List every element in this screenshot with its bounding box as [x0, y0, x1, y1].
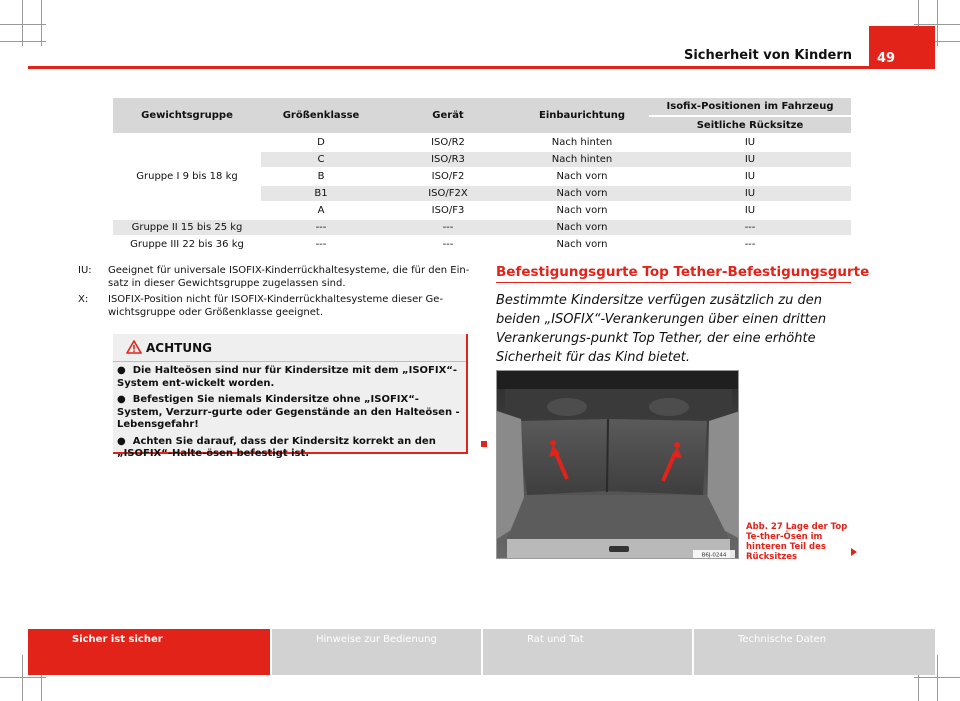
footnote-key: X: — [78, 294, 89, 305]
cell-device: ISO/R2 — [381, 134, 515, 151]
footnote-key: IU: — [78, 265, 92, 276]
cell-device: ISO/F2X — [381, 185, 515, 202]
warning-item-text: Befestigen Sie niemals Kindersitze ohne „ISOFIX“-System, Verzurr-gurte oder Gegenstände an den Halteösen - Lebensgefahr! — [117, 394, 460, 430]
group-cell: Gruppe II 15 bis 25 kg — [113, 219, 261, 236]
page-section-title: Sicherheit von Kindern — [683, 48, 852, 63]
cell-size: --- — [261, 219, 381, 236]
crop-mark — [22, 655, 23, 701]
crop-mark — [914, 677, 960, 678]
page-number: 49 — [877, 51, 896, 66]
group-cell: Gruppe I 9 bis 18 kg — [113, 134, 261, 219]
table-row — [113, 134, 851, 151]
cell-position: --- — [649, 236, 851, 253]
cell-direction: Nach vorn — [515, 236, 649, 253]
figure-code: B6J-0244 — [701, 552, 727, 559]
cell-size: B1 — [261, 185, 381, 202]
cell-position: IU — [649, 202, 851, 219]
footnote — [78, 264, 478, 290]
footer-tab-technische-daten[interactable]: Technische Daten — [694, 629, 935, 675]
end-of-section-mark — [481, 441, 487, 447]
cell-size: A — [261, 202, 381, 219]
crop-mark — [0, 677, 46, 678]
col-header-direction: Einbaurichtung — [515, 98, 649, 134]
table-row — [113, 236, 851, 253]
footer-tab-sicher-ist-sicher[interactable]: Sicher ist sicher — [28, 629, 270, 675]
cell-direction: Nach vorn — [515, 202, 649, 219]
cell-direction: Nach vorn — [515, 185, 649, 202]
crop-mark — [41, 0, 42, 46]
warning-box — [113, 334, 468, 459]
warning-title: ACHTUNG — [146, 341, 212, 355]
col-header-weight: Gewichtsgruppe — [113, 98, 261, 134]
continue-arrow-icon — [851, 548, 857, 556]
section-intro: Bestimmte Kindersitze verfügen zusätzlich zu den beiden „ISOFIX“-Verankerungen über einen dritten Verankerungs-punkt Top Tether, der eine erhöhte Sicherheit für das Kind bietet. — [496, 293, 827, 365]
col-subheader-rear-seats: Seitliche Rücksitze — [649, 116, 851, 134]
section-heading: Befestigungsgurte Top Tether-Befestigungsgurte — [496, 264, 870, 280]
footer-tab-rat-und-tat[interactable]: Rat und Tat — [483, 629, 692, 675]
cell-position: IU — [649, 151, 851, 168]
cell-device: --- — [381, 219, 515, 236]
cell-direction: Nach vorn — [515, 219, 649, 236]
crop-mark — [914, 24, 960, 25]
col-header-isofix: Isofix-Positionen im Fahrzeug — [649, 98, 851, 116]
footer-tab-hinweise-zur-bedienung[interactable]: Hinweise zur Bedienung — [272, 629, 481, 675]
crop-mark — [937, 0, 938, 46]
col-header-device: Gerät — [381, 98, 515, 134]
page-number-box — [869, 26, 935, 69]
cell-direction: Nach hinten — [515, 151, 649, 168]
cell-size: --- — [261, 236, 381, 253]
cell-position: --- — [649, 219, 851, 236]
section-rule — [496, 282, 851, 283]
cell-size: D — [261, 134, 381, 151]
table-row — [113, 219, 851, 236]
cell-position: IU — [649, 134, 851, 151]
cell-size: B — [261, 168, 381, 185]
crop-mark — [937, 655, 938, 701]
warning-triangle-icon — [126, 340, 142, 354]
isofix-table — [113, 98, 851, 254]
crop-mark — [0, 41, 46, 42]
cell-device: --- — [381, 236, 515, 253]
warning-item-text: Achten Sie darauf, dass der Kindersitz korrekt an den „ISOFIX“-Halte-ösen befestigt ist. — [117, 435, 436, 459]
crop-mark — [0, 24, 46, 25]
col-header-size: Größenklasse — [261, 98, 381, 134]
footnote-text: Geeignet für universale ISOFIX-Kinderrückhaltesysteme, die für den Ein-satz in dieser Gewichtsgruppe zugelassen sind. — [108, 265, 470, 289]
cell-size: C — [261, 151, 381, 168]
warning-item: ● Die Halteösen sind nur für Kindersitze mit dem „ISOFIX“-System ent-wickelt worden. — [117, 365, 458, 389]
footnote — [78, 293, 478, 319]
cell-position: IU — [649, 168, 851, 185]
cell-position: IU — [649, 185, 851, 202]
cell-device: ISO/F2 — [381, 168, 515, 185]
footnote-text: ISOFIX-Position nicht für ISOFIX-Kinderrückhaltesysteme dieser Ge-wichtsgruppe oder Größenklasse geeignet. — [108, 294, 444, 318]
warning-body — [117, 365, 462, 465]
header-rule — [28, 66, 935, 69]
cell-direction: Nach hinten — [515, 134, 649, 151]
warning-header — [113, 334, 466, 362]
warning-item: ● Achten Sie darauf, dass der Kindersitz korrekt an den „ISOFIX“-Halte-ösen befestigt ist. — [117, 435, 436, 459]
warning-item-text: Die Halteösen sind nur für Kindersitze mit dem „ISOFIX“-System ent-wickelt worden. — [117, 365, 458, 389]
warning-item: ● Befestigen Sie niemals Kindersitze ohne „ISOFIX“-System, Verzurr-gurte oder Gegenstände an den Halteösen - Lebensgefahr! — [117, 394, 460, 430]
group-cell: Gruppe III 22 bis 36 kg — [113, 236, 261, 253]
crop-mark — [22, 0, 23, 46]
rear-seat-illustration — [497, 371, 739, 559]
cell-device: ISO/F3 — [381, 202, 515, 219]
figure-rear-seat-photo — [496, 370, 739, 559]
figure-caption: Abb. 27 Lage der Top Te-ther-Ösen im hinteren Teil des Rücksitzes — [746, 522, 848, 562]
cell-direction: Nach vorn — [515, 168, 649, 185]
cell-device: ISO/R3 — [381, 151, 515, 168]
